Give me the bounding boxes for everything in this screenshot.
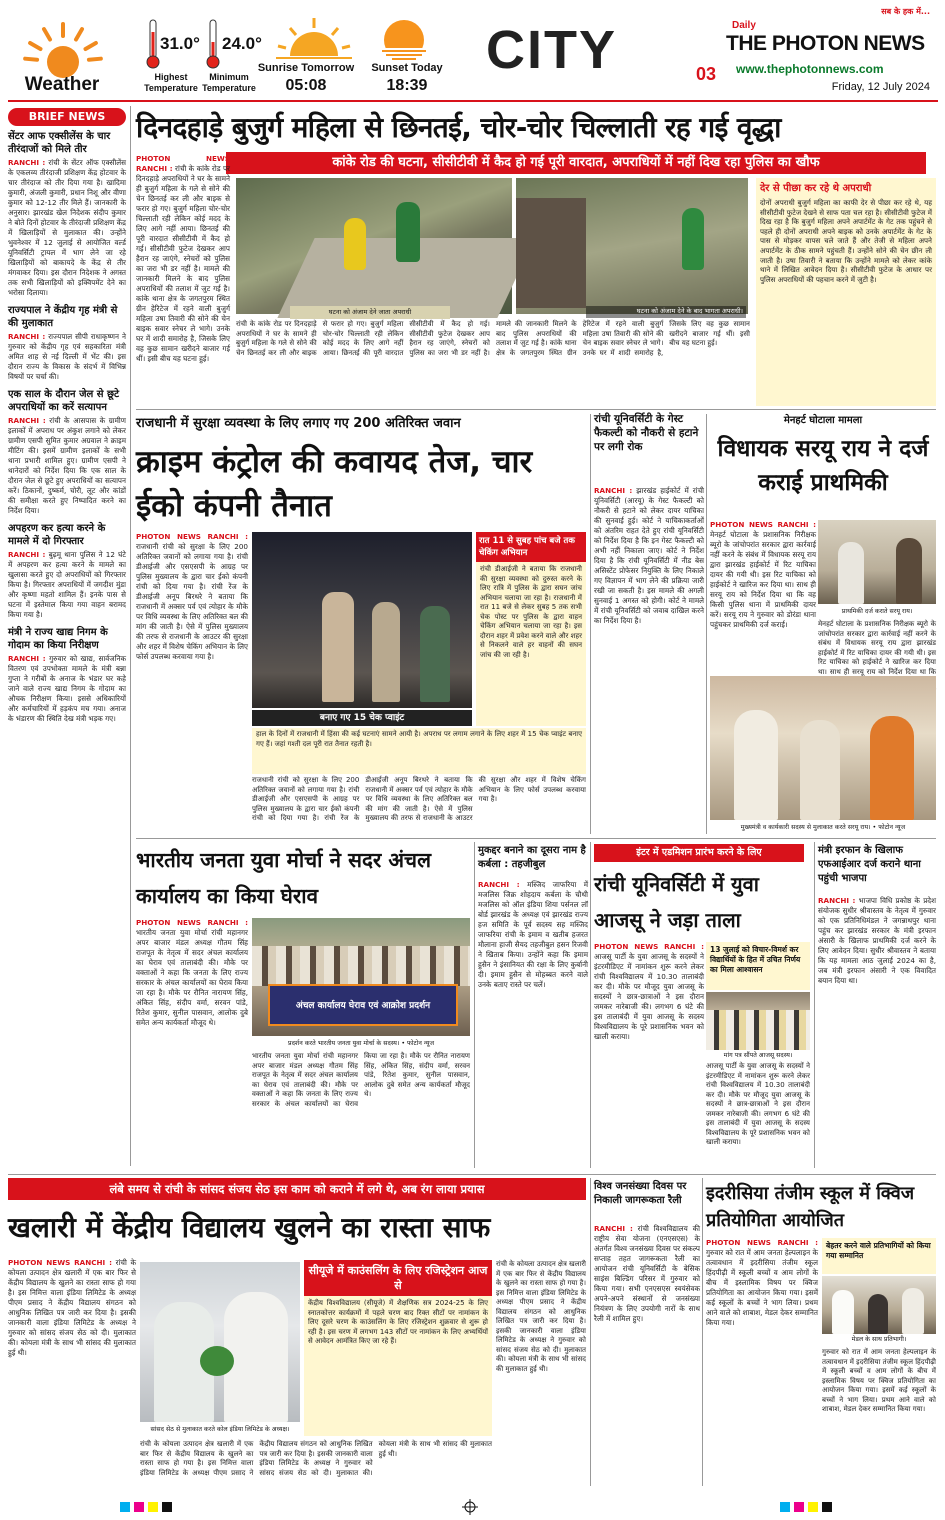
dateline: RANCHI : xyxy=(8,416,46,425)
dateline: PHOTON NEWS RANCHI : xyxy=(136,532,248,541)
brief-text: गुरुवार को खाद्य, सार्वजनिक वितरण एवं उपभोक्ता मामले के मंत्री बन्ना गुप्ता ने गरीबों के अनाज के भंडार घर कहे जाने वाले राज्य खाद्य निगम के गोदाम का औचक निरीक्षण किया। इससे अधिकारियों और कर्मचारियों में हड़कंप मच गया। अनाज के भंडारण की स्थिति देख मंत्री भड़क गए। xyxy=(8,654,126,723)
dateline: RANCHI : xyxy=(594,1224,633,1233)
kv-text-columns xyxy=(140,1440,492,1486)
quiz-box-text: बेहतर करने वाले प्रतिभागियों को किया गया सम्मानित xyxy=(826,1241,931,1260)
dateline: RANCHI : xyxy=(478,880,520,889)
person-figure xyxy=(396,202,420,262)
bjym-photo-caption: प्रदर्शन करते भारतीय जनता युवा मोर्चा के सदस्य। • फोटोन न्यूज xyxy=(287,1040,435,1047)
crime-body: राजधानी रांची को सुरक्षा के लिए 200 अतिरिक्त जवानों को लगाया गया है। रांची डीआईजी और एसएसपी के आग्रह पर पुलिस मुख्यालय के द्वारा चार ईको कंपनी रांची को दिया गया है। रांची रेंज के डीआईजी अनूप बिरथरे ने बताया कि राजधानी में अक्सर पर्व एवं त्योहार के मौके पर विधि व्यवस्था के लिए अतिरिक्त बल की मांग की जाती है। ऐसे में पुलिस मुख्यालय की तरफ से राजधानी के आउटर की सुरक्षा और शहर में विशेष चेकिंग अभियान के लिए फोर्स उपलब्ध करवाया गया है। xyxy=(136,542,248,661)
section-title: CITY xyxy=(486,20,618,80)
brief-title: राज्यपाल ने केंद्रीय गृह मंत्री से की मुलाकात xyxy=(8,305,118,329)
brief-text: राज्यपाल सीपी राधाकृष्णन ने गुरुवार को केंद्रीय गृह एवं सहकारिता मंत्री अमित शाह से नई दिल्ली में भेंट की। इस दौरान राज्य के विकास के संदर्भ में विभिन्न विषयों पर चर्चा की। xyxy=(8,332,126,381)
brief-item xyxy=(8,130,126,298)
sunrise-time: 05:08 xyxy=(285,77,327,94)
brief-item xyxy=(8,304,126,382)
faculty-headline: रांची यूनिवर्सिटी के गेस्ट फैकल्टी को नौकरी से हटाने पर लगी रोक xyxy=(594,413,699,453)
ru-lock-box-text: 13 जुलाई को विचार-विमर्श कर विद्यार्थियों के हित में उचित निर्णय का मिला आश्वासन xyxy=(710,945,801,974)
masthead xyxy=(0,0,945,100)
kv-kicker: लंबे समय से रांची के सांसद संजय सेठ इस काम को कराने में लगे थे, अब रंग लाया प्रयास xyxy=(8,1178,586,1200)
rally-body: रांची विश्वविद्यालय की राष्ट्रीय सेवा योजना (एनएसएस) के अंतर्गत विश्व जनसंख्या दिवस पर संकल्प सप्ताह तहत जागरूकता रैली का आयोजन रांची यूनिवर्सिटी के बेसिक साइंस बिल्डिंग परिसर में गुरुवार को किया गया। सभी एनएसएस स्वयंसेवक अपने-अपने संस्थानों से जनसंख्या नियंत्रण के लिए उपयोगी नारों के साथ रैली में शामिल हुए। xyxy=(594,1224,700,1323)
ru-lock-text-right xyxy=(706,1062,810,1168)
brief-item xyxy=(8,388,126,516)
person-figure xyxy=(344,218,366,270)
lead-story-text xyxy=(136,154,230,402)
brief-title: एक साल के दौरान जेल से छूटे अपराधियों का करें सत्यापन xyxy=(8,389,120,413)
irfan-body: भाजपा विधि प्रकोष्ठ के प्रदेश संयोजक सुधीर श्रीवास्तव के नेतृत्व में गुरुवार को एक प्रतिनिधिमंडल ने जगन्नाथपुर थाना पहुंच कर झारखंड सरकार के मंत्री इरफान अंसारी के खिलाफ प्राथमिकी दर्ज करने के लिए आवेदन दिया। सुधीर श्रीवास्तव ने बताया कि यह मामला आठ जुलाई 2024 का है, जब मंत्री इरफान अंसारी ने एक विवादित बयान दिया था। xyxy=(818,896,936,985)
person-figure xyxy=(870,716,914,820)
quiz-body-continued: गुरुवार को रात में आम जनता हेल्पलाइन के तत्वावधान में इदरीसिया तंजीम स्कूल हिंदपीढ़ी में स्कूली बच्चों व आम लोगों के बीच में इस्लामिक विषय पर क्विज प्रतियोगिता का आयोजन किया गया। इसमें कई स्कूलों के बच्चों ने भाग लिया। प्रथम आने वाले को शाबाश, मेडल देकर सम्मानित किया गया। xyxy=(822,1348,936,1413)
quiz-body: गुरुवार को रात में आम जनता हेल्पलाइन के तत्वावधान में इदरीसिया तंजीम स्कूल हिंदपीढ़ी में स्कूली बच्चों व आम लोगों के बीच में इस्लामिक विषय पर क्विज प्रतियोगिता का आयोजन किया गया। इसमें कई स्कूलों के बच्चों ने भाग लिया। प्रथम आने वाले को शाबाश, मेडल देकर सम्मानित किया गया। xyxy=(706,1248,818,1327)
thermometer-high-icon xyxy=(146,18,160,70)
section-divider xyxy=(8,1174,936,1175)
brief-text: बुढ़मू थाना पुलिस ने 12 घंटे में अपहरण कर हत्या करने के मामले का खुलासा करते हुए दो अपराधियों को गिरफ्तार किया है। गिरफ्तार अपराधियों में जगदीश मुंडा और कृष्णा महतो शामिल हैं। इनके पास से घटना में इस्तेमाल किया गया वाहन बरामद किया गया है। xyxy=(8,550,126,619)
mukadar-text xyxy=(478,880,588,1168)
bjym-body: भारतीय जनता युवा मोर्चा रांची महानगर अपर बाजार मंडल अध्यक्ष गौतम सिंह राजपूत के नेतृत्व में सदर अंचल कार्यालय का घेराव एवं तालाबंदी की। मौके पर वक्ताओं ने कहा कि जनता के लिए राज्य सरकार के अंचल कार्यालयों का घेराव किया जा रहा है। मौके पर रौनित नारायण सिंह, अंकित सिंह, संदीप वर्मा, सरवन पांडे, रितेश कुमार, सुनील पासवान, आलोक दुबे समेत अन्य कार्यकर्ता मौजूद थे। xyxy=(136,928,248,1027)
dateline: PHOTON NEWS RANCHI : xyxy=(706,1238,818,1247)
lead-body: रांची के कांके रोड पर दिनदहाड़े अपराधियों ने घर के सामने ही बुजुर्ग महिला के गले से सोने की चेन छिनतई कर ली और बाइक से फरार हो गए। बुजुर्ग महिला चोर-चोर चिल्लाती रही लेकिन कोई मदद के लिए आगे नहीं आया। छिनतई की पूरी वारदात सीसीटीवी में कैद हो गई। सीसीटीवी फुटेज देखकर आप हैरान रह जाएंगे, स्नेचरों को पुलिस का जरा भी डर नहीं है। मामले की जानकारी मिलने के बाद पुलिस अपराधियों की तलाश में जुट गई है। कांके थाना क्षेत्र के जगतपुरम स्थित ग्रीन हेरिटेज में रहने वाली बुजुर्ग महिला उषा तिवारी की सोने की चेन बाइक सवार स्नेचर ले भागे। उनके घर में शादी समारोह है, जिसके लिए वह कुछ सामान खरीदने बाजार गई थीं। इसी बीच यह घटना हुई। xyxy=(136,164,230,363)
column-rule xyxy=(590,842,591,1168)
side-box-title: देर से पीछा कर रहे थे अपराधी xyxy=(760,183,872,194)
person-figure xyxy=(682,208,704,270)
night-box-title: रात 11 से सुबह पांच बजे तक चेकिंग अभियान xyxy=(476,532,586,562)
dateline: RANCHI : xyxy=(594,486,633,495)
paper-name: THE PHOTON NEWS xyxy=(726,32,925,55)
brief-list xyxy=(8,130,126,1166)
officer-figure xyxy=(372,602,400,702)
saryu-photo-1-caption: प्राथमिकी दर्ज कराते सरयू राय। xyxy=(841,608,913,615)
dateline: RANCHI : xyxy=(8,158,46,167)
min-temp-label: Minimum Temperature xyxy=(202,72,256,93)
sunrise-label: Sunrise Tomorrow xyxy=(257,62,355,74)
officer-figure xyxy=(420,606,450,702)
lead-side-box xyxy=(756,178,936,406)
kv-body: रांची के कोयला उत्पादन क्षेत्र खलारी में एक बार फिर से केंद्रीय विद्यालय के खुलने का रास्ता साफ हो गया है। इस निमित्त वाला इंडिया लिमिटेड के अध्यक्ष पीएम प्रसाद ने केंद्रीय विद्यालय संगठन को आधुनिक लिखित पत्र जारी कर दिया है। इसकी जानकारी वाला इंडिया लिमिटेड के अध्यक्ष ने गुरुवार को सांसद संजय सेठ को दी। मुलाकात की। कोयला मंत्री के साथ भी सांसद की मुलाकात हुई थी। xyxy=(8,1258,136,1357)
sunrise-icon xyxy=(276,16,352,60)
brief-text: रांची के सेंटर ऑफ एक्सीलेंस के एकलव्य तीरंदाजी प्रशिक्षण केंद्र होटवार के चार तीरंदाज को तीर दिया गया है। खादिमा कुमारी, अंजली कुमारी, प्रधान निशू और वीणा कुमार को 12-12 तीर मिले हैं। जानकारी के अनुसार। झारखंड खेल निदेशक संदीप कुमार ने बोते दिनों होटवार के तीरंदाजी प्रशिक्षण केंद्र में खिलाड़ियों से मुलाकात की। उन्होंने भुवनेश्वर में 12 जुलाई से आयोजित वर्ल्ड यूनिवर्सिटी ट्रायल में भाग लेने जा रहे खिलाड़ियों को बाकायदे के केंद्र से तीर मंगवाकर दिया। इस दौरान निदेशक ने अगस्त तक सभी खिलाड़ियों को इक्विपमेंट देने का भरोसा दिलाया। xyxy=(8,158,126,297)
lead-photo-1 xyxy=(236,178,512,314)
irfan-text xyxy=(818,896,936,1168)
night-box-text: रांची डीआईजी ने बताया कि राजधानी की सुरक्षा व्यवस्था को दुरुस्त करने के लिए रात्रि में पुलिस के द्वारा सघन जांच अभियान चलाया जा रहा है। राजधानी में रात 11 बजे से लेकर सुबह 5 तक सभी चेक पोस्ट पर पुलिस के द्वारा वाहन चेकिंग अभियान चलाया जा रहा है। इस दौरान शहर में प्रवेश करने वाले और शहर से निकलने वाले हर वाहनों की सघन जांच की जा रही है। xyxy=(480,565,582,659)
person-figure xyxy=(832,1290,854,1334)
saryu-photo-2-caption: मुख्यमंत्री व कार्यकारी सदस्य से मुलाकात करते सरयू राय। • फोटोन न्यूज xyxy=(740,824,906,831)
column-rule xyxy=(590,414,591,834)
section-divider xyxy=(136,409,936,410)
quiz-text xyxy=(706,1238,818,1486)
ru-lock-headline: रांची यूनिवर्सिटी में युवा आजसू ने जड़ा ताला xyxy=(594,872,759,932)
ru-lock-body: आजसू पार्टी के युवा आजसू के सदस्यों ने इंटरमीडिएट में नामांकन शुरू करने लेकर रांची विश्वविद्यालय में 10.30 तालाबंदी कर दी। मौके पर मौजूद युवा आजसू के सदस्यों ने छात्र-छात्राओं ने इस दौरान जमकर नारेबाजी की। लगभग 6 घंटे की इस तालाबंदी में युवा आजसू के सदस्य विश्वविद्यालय के पूरे प्रशासनिक भवन को खाली कराया। xyxy=(594,952,704,1041)
thermometer-min-icon xyxy=(206,18,220,70)
sunset-time: 18:39 xyxy=(386,77,428,94)
print-color-bar xyxy=(0,1498,945,1516)
brief-item xyxy=(8,522,126,620)
header-divider xyxy=(8,100,938,102)
crime-text xyxy=(136,532,248,832)
person-figure xyxy=(902,1288,924,1334)
cuj-box xyxy=(304,1260,492,1436)
page-number: 03 xyxy=(696,64,717,84)
kv-text-right xyxy=(496,1260,586,1486)
weather-label: Weather xyxy=(24,74,100,95)
brief-title: मंत्री ने राज्य खाद्य निगम के गोदाम का किया निरीक्षण xyxy=(8,627,108,651)
ru-lock-box xyxy=(706,942,810,990)
kv-photo xyxy=(140,1262,300,1422)
cuj-box-text: केंद्रीय विश्वविद्यालय (सीयूजे) में शैक्षणिक सत्र 2024-25 के लिए स्नातकोत्तर कार्यक्रमों में पहले चरण बाद रिक्त सीटों पर नामांकन के लिए दूसरे चरण के काउंसलिंग के लिए रजिस्ट्रेशन शुक्रवार से शुरू हो रही है। इस चरण में लगभग 143 सीटों पर नामांकन के लिए अभ्यर्थियों से आवेदन आमंत्रित किए जा रहे हैं। xyxy=(308,1299,488,1345)
kv-text xyxy=(8,1258,136,1486)
crowd-shape xyxy=(706,1010,810,1050)
person-figure xyxy=(838,542,864,604)
dateline: RANCHI : xyxy=(818,896,856,905)
quiz-box xyxy=(822,1238,936,1274)
crime-photo xyxy=(252,532,472,708)
high-temp-label: Highest Temperature xyxy=(144,72,198,93)
high-temp: 31.0° xyxy=(160,34,200,53)
brief-item xyxy=(8,626,126,724)
kv-photo-caption: सांसद सेठ से मुलाकात करते कोल इंडिया लिमिटेड के अध्यक्ष। xyxy=(150,1426,290,1433)
crime-body-continued: राजधानी रांची को सुरक्षा के लिए 200 अतिरिक्त जवानों को लगाया गया है। रांची डीआईजी और एसएसपी के आग्रह पर पुलिस मुख्यालय के द्वारा चार ईको कंपनी रांची को दिया गया है। रांची रेंज के डीआईजी अनूप बिरथरे ने बताया कि राजधानी में अक्सर पर्व एवं त्योहार के मौके पर विधि व्यवस्था के लिए अतिरिक्त बल की मांग की जाती है। ऐसे में पुलिस मुख्यालय की तरफ से राजधानी के आउटर की सुरक्षा और शहर में विशेष चेकिंग अभियान के लिए फोर्स उपलब्ध करवाया गया है। xyxy=(252,776,586,822)
column-rule xyxy=(590,1178,591,1486)
sunset-icon xyxy=(372,18,436,62)
cuj-box-title: सीयूजे में काउंसलिंग के लिए रजिस्ट्रेशन आज से xyxy=(304,1260,492,1296)
website: www.thephotonnews.com xyxy=(736,62,884,76)
lead-body-continued: रांची के कांके रोड पर दिनदहाड़े अपराधियों ने घर के सामने ही बुजुर्ग महिला के गले से सोने की चेन छिनतई कर ली और बाइक से फरार हो गए। बुजुर्ग महिला चोर-चोर चिल्लाती रही लेकिन कोई मदद के लिए आगे नहीं आया। छिनतई की पूरी वारदात सीसीटीवी में कैद हो गई। सीसीटीवी फुटेज देखकर आप हैरान रह जाएंगे, स्नेचरों को पुलिस का जरा भी डर नहीं है। मामले की जानकारी मिलने के बाद पुलिस अपराधियों की तलाश में जुट गई है। कांके थाना क्षेत्र के जगतपुरम स्थित ग्रीन हेरिटेज में रहने वाली बुजुर्ग महिला उषा तिवारी की सोने की चेन बाइक सवार स्नेचर ले भागे। उनके घर में शादी समारोह है, जिसके लिए वह कुछ सामान खरीदने बाजार गई थीं। इसी बीच यह घटना हुई। xyxy=(236,320,750,357)
column-rule xyxy=(702,1178,703,1486)
irfan-headline: मंत्री इरफान के खिलाफ एफआईआर दर्ज कराने थाना पहुंची भाजपा xyxy=(818,845,921,884)
rally-headline: विश्व जनसंख्या दिवस पर निकाली जागरूकता रैली xyxy=(594,1181,687,1206)
bjym-text xyxy=(136,918,248,1168)
tagline: सब के हक में... xyxy=(881,7,930,16)
saryu-text-right xyxy=(818,620,936,676)
ru-lock-photo xyxy=(706,992,810,1050)
person-figure xyxy=(800,720,840,820)
crime-text-bottom xyxy=(252,776,586,830)
saryu-text xyxy=(710,520,816,670)
quiz-headline: इदरीसिया तंजीम स्कूल में क्विज प्रतियोगिता आयोजित xyxy=(706,1183,915,1231)
lead-subhead: कांके रोड की घटना, सीसीटीवी में कैद हो गई पूरी वारदात, अपराधियों में नहीं दिख रहा पुलिस का खौफ xyxy=(226,152,926,174)
dateline: PHOTON NEWS RANCHI : xyxy=(136,154,230,173)
bjym-headline: भारतीय जनता युवा मोर्चा ने सदर अंचल कार्यालय का किया घेराव xyxy=(136,848,431,908)
dateline: PHOTON NEWS RANCHI : xyxy=(594,942,704,951)
issue-date: Friday, 12 July 2024 xyxy=(831,81,930,93)
bjym-text-columns xyxy=(252,1052,470,1168)
bjym-body-continued: भारतीय जनता युवा मोर्चा रांची महानगर अपर बाजार मंडल अध्यक्ष गौतम सिंह राजपूत के नेतृत्व में सदर अंचल कार्यालय का घेराव एवं तालाबंदी की। मौके पर वक्ताओं ने कहा कि जनता के लिए राज्य सरकार के अंचल कार्यालयों का घेराव किया जा रहा है। मौके पर रौनित नारायण सिंह, अंकित सिंह, संदीप वर्मा, सरवन पांडे, रितेश कुमार, सुनील पासवान, आलोक दुबे समेत अन्य कार्यकर्ता मौजूद थे। xyxy=(252,1052,470,1108)
dateline: RANCHI : xyxy=(8,654,46,663)
lead-photo-1-caption: घटना को अंजाम देने जाता अपराधी xyxy=(290,306,450,319)
dateline: PHOTON NEWS RANCHI : xyxy=(136,918,248,927)
person-figure xyxy=(734,710,778,820)
crime-kicker: राजधानी में सुरक्षा व्यवस्था के लिए लगाए गए 200 अतिरिक्त जवान xyxy=(136,416,461,431)
person-figure xyxy=(896,538,922,604)
rally-text xyxy=(594,1224,700,1486)
crime-photo-caption: बनाए गए 15 चेक प्वाइंट xyxy=(252,710,472,726)
weather-sun-icon xyxy=(24,14,102,74)
saryu-photo-1 xyxy=(818,520,936,604)
kv-body-continued: रांची के कोयला उत्पादन क्षेत्र खलारी में एक बार फिर से केंद्रीय विद्यालय के खुलने का रास्ता साफ हो गया है। इस निमित्त वाला इंडिया लिमिटेड के अध्यक्ष पीएम प्रसाद ने केंद्रीय विद्यालय संगठन को आधुनिक लिखित पत्र जारी कर दिया है। इसकी जानकारी वाला इंडिया लिमिटेड के अध्यक्ष ने गुरुवार को सांसद संजय सेठ को दी। मुलाकात की। कोयला मंत्री के साथ भी सांसद की मुलाकात हुई थी। xyxy=(140,1440,492,1477)
side-box-text: दोनों अपराधी बुजुर्ग महिला का काफी देर से पीछा कर रहे थे, यह सीसीटीवी फुटेज देखने से साफ पता चल रहा है। सीसीटीवी फुटेज में दिख रहा है कि बुजुर्ग महिला अपने अपार्टमेंट के गेट तक पहुंचने से पहले ही दोनों अपराधी अपने बाइक को उनके अपार्टमेंट के गेट के पास से मोड़कर वापस चले जाते हैं और तेजी से महिला अपने अपार्टमेंट के ठीक सामने पहुंचती हैं। उन्होंने सोने की चेन छीन ली जाती है। उषा तिवारी ने बताया कि उन्होंने मामले को लेकर कांके थाने में लिखित आवेदन दिया है। सीसीटीवी फुटेज के आधार पर पुलिस अपराधियों की पहचान करने में जुटी है। xyxy=(760,198,932,284)
ru-lock-body-continued: आजसू पार्टी के युवा आजसू के सदस्यों ने इंटरमीडिएट में नामांकन शुरू करने लेकर रांची विश्वविद्यालय में 10.30 तालाबंदी कर दी। मौके पर मौजूद युवा आजसू के सदस्यों ने छात्र-छात्राओं ने इस दौरान जमकर नारेबाजी की। लगभग 6 घंटे की इस तालाबंदी में युवा आजसू के सदस्य विश्वविद्यालय के पूरे प्रशासनिक भवन को खाली कराया। xyxy=(706,1062,810,1146)
officer-figure xyxy=(322,592,354,702)
brief-news-tag: BRIEF NEWS xyxy=(8,108,126,126)
min-temp: 24.0° xyxy=(222,34,262,53)
brief-news-column xyxy=(8,106,126,1168)
column-rule xyxy=(706,414,707,834)
saryu-headline: विधायक सरयू राय ने दर्ज कराई प्राथमिकी xyxy=(717,436,929,496)
crime-night-box xyxy=(476,532,586,726)
crime-headline: क्राइम कंट्रोल की कवायद तेज, चार ईको कंपनी तैनात xyxy=(136,444,533,524)
lead-headline: दिनदहाड़े बुजुर्ग महिला से छिनतई, चोर-चोर चिल्लाती रह गई वृद्धा xyxy=(136,111,781,144)
gate-shape xyxy=(516,198,586,308)
column-rule xyxy=(130,106,131,1166)
dateline: RANCHI : xyxy=(8,550,46,559)
kv-headline: खलारी में केंद्रीय विद्यालय खुलने का रास्ता साफ xyxy=(8,1211,491,1244)
saryu-body: मेनहर्ट घोटाला के प्रशासनिक निरीक्षक ब्यूरो के जांचोपरांत सरकार द्वारा कार्रवाई नहीं करने के संबंध में विधायक सरयू राय द्वारा झारखंड हाईकोर्ट में रिट याचिका दायर की गयी थी। इस रिट याचिका को हाईकोर्ट ने खारिज कर दिया था। साथ ही सरयू राय को निर्देश दिया था कि वह किसी पुलिस थाना में प्राथमिकी दायर करें। सरयू राय ने गुरुवार को डोरंडा थाना पहुंचकर प्राथमिकी दर्ज कराई। xyxy=(710,530,816,629)
crime-photo-note: हाल के दिनों में राजधानी में हिंसा की कई घटनाएं सामने आयी है। अपराध पर लगाम लगाने के लिए शहर में 15 चेक प्वाइंट बनाए गए हैं। जहां गश्ती दल पूरी रात तैनात रहती है। xyxy=(252,728,586,774)
dateline: RANCHI : xyxy=(8,332,46,341)
mukadar-headline: मुकद्दर बनाने का दूसरा नाम है कर्बला : तहजीबुल xyxy=(478,845,586,870)
faculty-body: झारखंड हाईकोर्ट में रांची यूनिवर्सिटी (आरयू) के गेस्ट फैकल्टी को नौकरी से हटाने को लेकर दायर याचिका की सुनवाई हुई। कोर्ट ने याचिकाकर्ताओं को अंतरिम राहत देते हुए रांची यूनिवर्सिटी को निर्देश दिया है कि इन गेस्ट फैकल्टी को अभी नहीं निकाला जाए। कोर्ट ने निर्देश दिया है कि रांची यूनिवर्सिटी में नीड बेस असिस्टेंट प्रोफेसर नियुक्ति के लिए निकाले गए विज्ञापन में भाग लेने की प्रक्रिया जारी रखी जा सकती है। इस मामले की अगली सुनवाई 1 अगस्त को होगी। कोर्ट ने मामले में रांची यूनिवर्सिटी को जवाब दाखिल करने का निर्देश दिया है। xyxy=(594,486,704,625)
column-rule xyxy=(474,842,475,1168)
brief-title: अपहरण कर हत्या करने के मामले में दो गिरफ्तार xyxy=(8,523,106,547)
ru-lock-text xyxy=(594,942,704,1168)
brief-title: सेंटर आफ एक्सीलेंस के चार तीरंदाजों को मिले तीर xyxy=(8,131,111,155)
sunset-label: Sunset Today xyxy=(371,62,443,74)
plant-shape xyxy=(200,1346,234,1376)
dateline: PHOTON NEWS RANCHI : xyxy=(710,520,816,529)
lead-photo-2-caption: घटना को अंजाम देने के बाद भागता अपराधी। xyxy=(586,306,746,318)
quiz-photo-caption: मेडल के साथ प्रतिभागी। xyxy=(851,1336,907,1343)
saryu-body-continued: मेनहर्ट घोटाला के प्रशासनिक निरीक्षक ब्यूरो के जांचोपरांत सरकार द्वारा कार्रवाई नहीं करने के संबंध में विधायक सरयू राय द्वारा झारखंड हाईकोर्ट में रिट याचिका दायर की गयी थी। इस रिट याचिका को हाईकोर्ट ने खारिज कर दिया था। साथ ही सरयू राय को निर्देश दिया था कि xyxy=(818,620,936,676)
daily-label: Daily xyxy=(732,20,756,31)
kv-body-continued: रांची के कोयला उत्पादन क्षेत्र खलारी में एक बार फिर से केंद्रीय विद्यालय के खुलने का रास्ता साफ हो गया है। इस निमित्त वाला इंडिया लिमिटेड के अध्यक्ष पीएम प्रसाद ने केंद्रीय विद्यालय संगठन को आधुनिक लिखित पत्र जारी कर दिया है। इसकी जानकारी वाला इंडिया लिमिटेड के अध्यक्ष ने गुरुवार को सांसद संजय सेठ को दी। मुलाकात की। कोयला मंत्री के साथ भी सांसद की मुलाकात हुई थी। xyxy=(496,1260,586,1373)
saryu-photo-2 xyxy=(710,676,936,820)
brief-text: रांची के आसपास के ग्रामीण इलाकों में अपराध पर अंकुश लगाने को लेकर ग्रामीण एसपी सुमित कुमार अग्रवाल ने क्राइम मीटिंग की। इसमें ग्रामीण इलाकों के सभी थाना प्रभारी शामिल हुए। ग्रामीण एसपी ने थानेदारों को निर्देश दिया कि एक साल के दौरान जेल से छूटे हुए अपराधियों का सत्यापन करें। ठिकानों, दुष्कर्म, चोरी, लूट और कांडों की समीक्षा करते हुए निष्पादित करने का निर्देश दिया। xyxy=(8,416,126,515)
section-divider xyxy=(136,838,936,839)
bjym-photo xyxy=(252,918,470,1036)
lead-story-columns xyxy=(236,320,750,404)
dateline: PHOTON NEWS RANCHI : xyxy=(8,1258,112,1267)
person-figure xyxy=(868,1294,888,1334)
crowd-shape xyxy=(252,946,470,986)
faculty-text xyxy=(594,486,704,832)
ru-lock-kicker: इंटर में एडमिशन प्रारंभ करने के लिए xyxy=(594,844,804,862)
mukadar-body: मस्जिद जाफरिया में मजलिस जिक्र शोहदाय कर्बला के चौथी मजलिस को ऑल इंडिया शिया पर्सनल लॉ बोर्ड झारखंड के अध्यक्ष एवं झारखंड राज्य हज समिति के पूर्व सदस्य सह मस्जिद जाफरिया रांची के इमाम व खतीब हजरत मौलाना हाजी सैयद तहजीबुल हसन रिजवी ने खिताब किया। उन्होंने कहा कि इमाम हुसैन ने इंसानियत की रक्षा के लिए कुर्बानी दी। इमाम हुसैन से मोहब्बत करने वाले उनके बताए रास्ते पर चलें। xyxy=(478,880,588,989)
quiz-photo xyxy=(822,1276,936,1334)
bjym-banner-text: अंचल कार्यालय घेराव एवं आक्रोश प्रदर्शन xyxy=(295,1001,431,1011)
lead-photo-2 xyxy=(516,178,748,314)
quiz-text-right xyxy=(822,1348,936,1486)
ru-lock-photo-caption: मांग पत्र सौंपते आजसू सदस्य। xyxy=(723,1052,793,1059)
saryu-kicker: मेनहर्ट घोटाला मामला xyxy=(783,415,863,426)
column-rule xyxy=(814,842,815,1168)
